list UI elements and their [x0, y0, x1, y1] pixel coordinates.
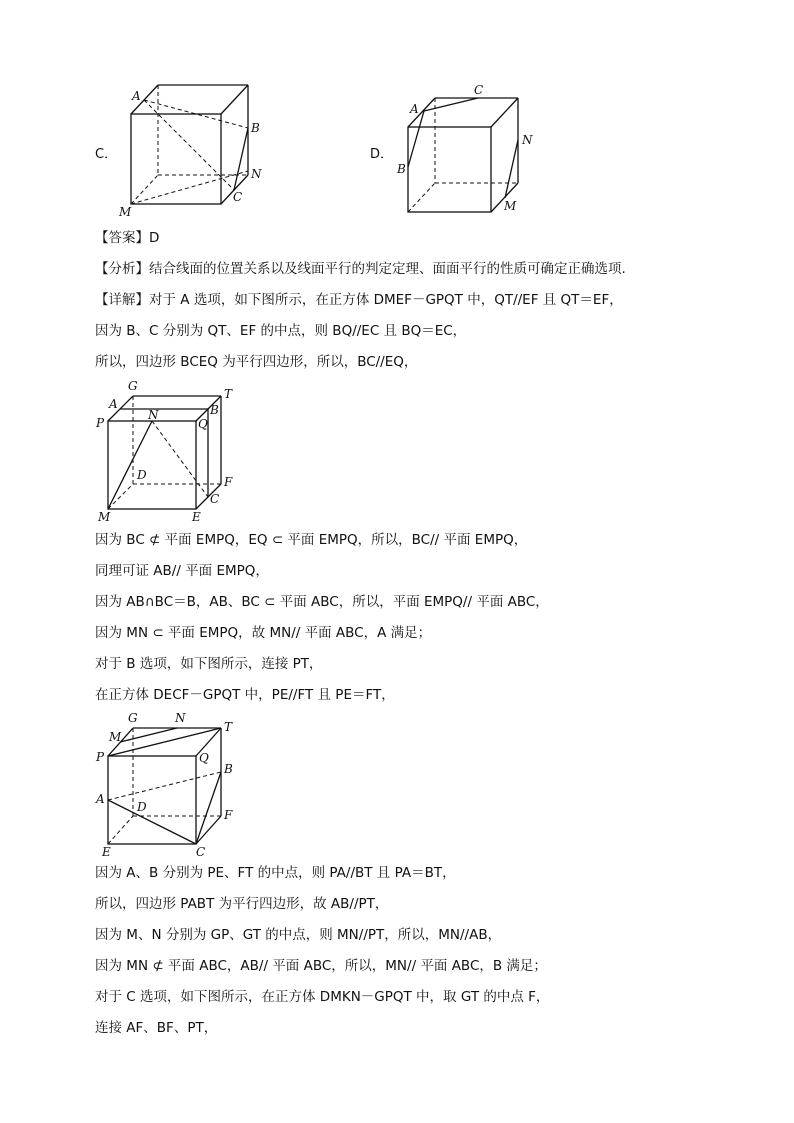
label-g: G: [128, 379, 138, 393]
label-d: D: [137, 468, 147, 482]
label-c: C: [233, 190, 243, 204]
detail-line-11: 所以，四边形 PABT 为平行四边形，故 AB//PT，: [95, 896, 389, 912]
label-n: N: [251, 167, 262, 181]
analysis-text: 结合线面的位置关系以及线面平行的判定定理、面面平行的性质可确定正确选项.: [149, 261, 626, 277]
answer-value: D: [149, 230, 160, 246]
detail-tag: 【详解】: [95, 292, 149, 308]
analysis-line: [95, 260, 626, 278]
label-c: C: [210, 492, 220, 506]
figure-option-c: [110, 78, 280, 223]
figure-option-a-cube: [90, 378, 250, 528]
label-e: E: [192, 510, 201, 524]
label-q: Q: [199, 751, 209, 765]
detail-line-5: 同理可证 AB// 平面 EMPQ，: [95, 563, 269, 579]
label-f: F: [224, 808, 233, 822]
label-m: M: [109, 730, 122, 744]
label-n: N: [175, 711, 186, 725]
label-n: N: [522, 133, 533, 147]
option-c-label: C．: [95, 147, 118, 162]
option-d-label: D．: [370, 147, 394, 162]
label-b: B: [397, 162, 406, 176]
label-c: C: [196, 845, 206, 859]
label-b: B: [224, 762, 233, 776]
detail-line-12: 因为 M、N 分别为 GP、GT 的中点，则 MN//PT，所以，MN//AB，: [95, 927, 502, 943]
label-t: T: [224, 387, 233, 401]
answer-line: [95, 229, 159, 247]
detail-text: 对于 A 选项，如下图所示，在正方体 DMEF－GPQT 中，QT//EF 且 QT＝EF，: [149, 292, 623, 308]
detail-line-14: 对于 C 选项，如下图所示，在正方体 DMKN－GPQT 中，取 GT 的中点 F，: [95, 989, 550, 1005]
label-b: B: [251, 121, 260, 135]
detail-line-7: 因为 MN ⊂ 平面 EMPQ，故 MN// 平面 ABC，A 满足；: [95, 625, 432, 641]
label-g: G: [128, 711, 138, 725]
label-a: A: [410, 102, 419, 116]
label-m: M: [98, 510, 111, 524]
label-t: T: [224, 720, 233, 734]
label-d: D: [137, 800, 147, 814]
detail-line-13: 因为 MN ⊄ 平面 ABC，AB// 平面 ABC，所以，MN// 平面 ABC，B 满足；: [95, 958, 547, 974]
label-p: P: [96, 416, 105, 430]
label-c: C: [474, 83, 484, 97]
label-n: N: [148, 408, 159, 422]
analysis-tag: 【分析】: [95, 261, 149, 277]
detail-line-9: 在正方体 DECF－GPQT 中，PE//FT 且 PE＝FT，: [95, 687, 395, 703]
label-b: B: [210, 403, 219, 417]
detail-line-4: 因为 BC ⊄ 平面 EMPQ，EQ ⊂ 平面 EMPQ，所以，BC// 平面 EMPQ，: [95, 532, 528, 548]
answer-tag: 【答案】: [95, 230, 149, 246]
detail-line-1: [95, 291, 623, 309]
label-q: Q: [198, 417, 208, 431]
detail-line-3: 所以，四边形 BCEQ 为平行四边形，所以，BC//EQ，: [95, 354, 418, 370]
detail-line-6: 因为 AB∩BC＝B，AB、BC ⊂ 平面 ABC，所以，平面 EMPQ// 平面 ABC，: [95, 594, 549, 610]
detail-line-10: 因为 A、B 分别为 PE、FT 的中点，则 PA//BT 且 PA＝BT，: [95, 865, 456, 881]
label-a: A: [132, 89, 141, 103]
label-f: F: [224, 475, 233, 489]
label-m: M: [504, 199, 517, 213]
figure-option-d: [392, 82, 542, 222]
figure-option-b-cube: [90, 710, 250, 860]
label-a: A: [96, 792, 105, 806]
label-a: A: [109, 397, 118, 411]
label-p: P: [96, 750, 105, 764]
label-e: E: [102, 845, 111, 859]
detail-line-8: 对于 B 选项，如下图所示，连接 PT，: [95, 656, 323, 672]
detail-line-2: 因为 B、C 分别为 QT、EF 的中点，则 BQ//EC 且 BQ＝EC，: [95, 323, 467, 339]
detail-line-15: 连接 AF、BF、PT，: [95, 1020, 218, 1036]
label-m: M: [119, 205, 132, 219]
